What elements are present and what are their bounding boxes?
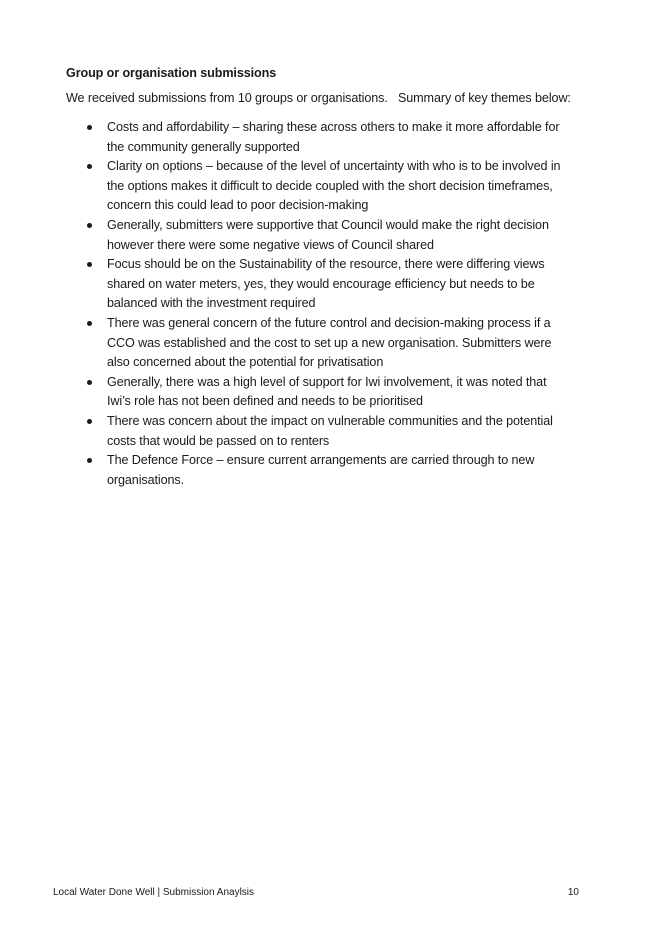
list-item — [66, 412, 586, 451]
footer-title: Local Water Done Well | Submission Anaylsis — [53, 887, 255, 898]
bullet-icon — [87, 458, 92, 463]
list-item — [66, 451, 586, 490]
bullet-icon — [87, 380, 92, 385]
intro-paragraph: We received submissions from 10 groups or organisations. Summary of key themes below: — [66, 91, 571, 105]
list-item — [66, 118, 586, 157]
bullet-icon — [87, 419, 92, 424]
list-item-text: Costs and affordability – sharing these across others to make it more affordable for the community generally supported — [107, 120, 560, 154]
list-item-text: Clarity on options – because of the level of uncertainty with who is to be involved in the options makes it difficult to decide coupled with the short decision timeframes, concern this could lead to poor decision-making — [107, 159, 561, 213]
page-number: 10 — [567, 887, 579, 898]
list-item-text: There was concern about the impact on vulnerable communities and the potential costs that would be passed on to renters — [107, 413, 553, 448]
themes-list — [66, 118, 586, 490]
list-item-text: Focus should be on the Sustainability of the resource, there were differing views shared on water meters, yes, they would encourage efficiency but needs to be balanced with the investment required — [107, 257, 545, 311]
list-item-text: The Defence Force – ensure current arrangements are carried through to new organisations. — [107, 453, 535, 487]
section-heading: Group or organisation submissions — [66, 66, 277, 80]
bullet-icon — [87, 164, 92, 169]
bullet-icon — [87, 262, 92, 267]
list-item-text: Generally, submitters were supportive that Council would make the right decision however there were some negative views of Council shared — [107, 217, 549, 252]
list-item — [66, 314, 586, 373]
list-item — [66, 255, 586, 314]
bullet-icon — [87, 223, 92, 228]
list-item — [66, 157, 586, 216]
bullet-icon — [87, 321, 92, 326]
list-item — [66, 373, 586, 412]
list-item — [66, 216, 586, 255]
list-item-text: There was general concern of the future control and decision-making process if a CCO was established and the cost to set up a new organisation. Submitters were also concerned about the potential for privatisation — [107, 315, 552, 370]
list-item-text: Generally, there was a high level of support for Iwi involvement, it was noted that Iwi’s role has not been defined and needs to be prioritised — [107, 374, 547, 409]
bullet-icon — [87, 125, 92, 130]
page-footer — [53, 887, 579, 898]
